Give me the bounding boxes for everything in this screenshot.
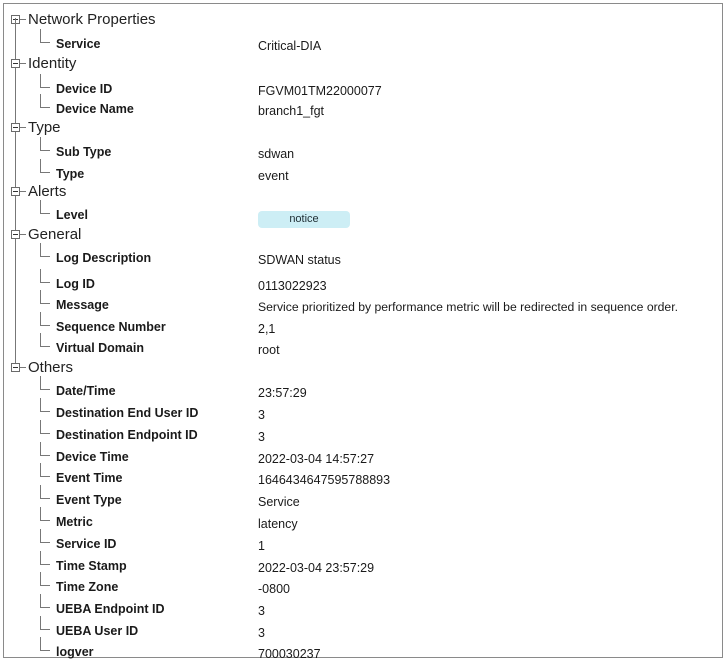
field-label: UEBA User ID xyxy=(56,624,139,638)
tree-connector xyxy=(40,616,50,630)
tree-connector xyxy=(20,127,26,128)
tree-connector xyxy=(40,442,50,456)
section-title: Alerts xyxy=(28,183,67,200)
field-label: Destination End User ID xyxy=(56,406,199,420)
field-row-device-name xyxy=(4,100,722,120)
field-value: SDWAN status xyxy=(258,253,341,267)
field-value: 2,1 xyxy=(258,322,276,336)
field-label: Message xyxy=(56,298,109,312)
field-value: 2022-03-04 14:57:27 xyxy=(258,452,375,466)
field-label: Service xyxy=(56,37,101,51)
tree-connector xyxy=(40,376,50,390)
tree-connector xyxy=(40,269,50,283)
field-row-time-stamp xyxy=(4,557,722,577)
tree-connector xyxy=(20,63,26,64)
field-row-message xyxy=(4,296,722,316)
field-row-date-time xyxy=(4,382,722,402)
tree-connector xyxy=(40,333,50,347)
field-row-ueba-endpoint-id xyxy=(4,600,722,620)
field-value: FGVM01TM22000077 xyxy=(258,84,382,98)
field-value: Critical-DIA xyxy=(258,39,322,53)
tree-connector xyxy=(40,290,50,304)
field-value: 23:57:29 xyxy=(258,386,307,400)
field-value: 3 xyxy=(258,604,265,618)
collapse-toggle-icon[interactable] xyxy=(11,363,20,372)
field-row-log-id xyxy=(4,275,722,295)
field-row-event-type xyxy=(4,491,722,511)
tree-connector xyxy=(40,94,50,108)
field-label: Metric xyxy=(56,515,93,529)
field-value: latency xyxy=(258,517,298,531)
tree-connector xyxy=(40,594,50,608)
field-label: Device Time xyxy=(56,450,129,464)
field-row-metric xyxy=(4,513,722,533)
tree-connector xyxy=(40,507,50,521)
section-header-identity[interactable] xyxy=(4,54,304,74)
tree-connector xyxy=(40,420,50,434)
field-row-destination-endpoint-id xyxy=(4,426,722,446)
collapse-toggle-icon[interactable] xyxy=(11,123,20,132)
section-title: Type xyxy=(28,119,61,136)
field-row-ueba-user-id xyxy=(4,622,722,642)
field-value: 1 xyxy=(258,539,265,553)
field-row-destination-end-user-id xyxy=(4,404,722,424)
collapse-toggle-icon[interactable] xyxy=(11,59,20,68)
field-label: Log ID xyxy=(56,277,95,291)
section-title: Network Properties xyxy=(28,11,156,28)
section-header-network-properties[interactable] xyxy=(4,10,304,30)
collapse-toggle-icon[interactable] xyxy=(11,187,20,196)
field-row-sub-type xyxy=(4,143,722,163)
field-label: Device ID xyxy=(56,82,113,96)
section-title: Identity xyxy=(28,55,77,72)
field-value: 0113022923 xyxy=(258,279,327,293)
tree-connector xyxy=(40,137,50,151)
field-label: Time Stamp xyxy=(56,559,127,573)
field-label: Destination Endpoint ID xyxy=(56,428,198,442)
log-details-panel xyxy=(3,3,723,661)
field-label: Event Type xyxy=(56,493,122,507)
field-value: 2022-03-04 23:57:29 xyxy=(258,561,375,575)
section-title: Others xyxy=(28,359,74,376)
field-row-service-id xyxy=(4,535,722,555)
field-label: Virtual Domain xyxy=(56,341,144,355)
field-row-service xyxy=(4,35,722,55)
field-value: root xyxy=(258,343,280,357)
section-header-others[interactable] xyxy=(4,358,304,378)
tree-connector xyxy=(40,529,50,543)
section-header-general[interactable] xyxy=(4,225,304,245)
level-badge: notice xyxy=(258,211,350,228)
tree-connector xyxy=(40,29,50,43)
field-row-event-time xyxy=(4,469,722,489)
tree-connector xyxy=(40,74,50,88)
field-label: Device Name xyxy=(56,102,134,116)
tree-connector xyxy=(40,551,50,565)
section-header-alerts[interactable] xyxy=(4,182,304,202)
field-value: sdwan xyxy=(258,147,295,161)
tree-connector xyxy=(20,191,26,192)
tree-connector xyxy=(20,19,26,20)
field-label: Sub Type xyxy=(56,145,112,159)
field-row-time-zone xyxy=(4,578,722,598)
collapse-toggle-icon[interactable] xyxy=(11,230,20,239)
field-label: Type xyxy=(56,167,85,181)
field-row-device-id xyxy=(4,80,722,100)
tree-connector xyxy=(40,572,50,586)
field-value: Service prioritized by performance metric will be redirected in sequence order. xyxy=(258,300,678,314)
tree-connector xyxy=(40,312,50,326)
tree-connector xyxy=(20,234,26,235)
field-value: branch1_fgt xyxy=(258,104,325,118)
section-title: General xyxy=(28,226,82,243)
tree-connector xyxy=(20,367,26,368)
field-value: 3 xyxy=(258,430,265,444)
field-label: Sequence Number xyxy=(56,320,166,334)
tree-connector xyxy=(40,398,50,412)
log-details-tree xyxy=(4,4,722,661)
tree-connector xyxy=(40,200,50,214)
field-value: -0800 xyxy=(258,582,290,596)
tree-connector xyxy=(40,243,50,257)
field-label: Date/Time xyxy=(56,384,116,398)
field-label: Service ID xyxy=(56,537,117,551)
field-value: 700030237 xyxy=(258,647,321,661)
tree-connector xyxy=(40,463,50,477)
field-label: Level xyxy=(56,208,88,222)
field-label: logver xyxy=(56,645,94,659)
field-row-device-time xyxy=(4,448,722,468)
field-value: 3 xyxy=(258,626,265,640)
field-label: UEBA Endpoint ID xyxy=(56,602,165,616)
field-value: Service xyxy=(258,495,300,509)
tree-connector xyxy=(40,485,50,499)
field-value: event xyxy=(258,169,289,183)
field-value: 1646434647595788893 xyxy=(258,473,391,487)
field-label: Log Description xyxy=(56,251,152,265)
field-row-level xyxy=(4,206,722,226)
section-header-type[interactable] xyxy=(4,118,304,138)
field-value: 3 xyxy=(258,408,265,422)
tree-connector xyxy=(40,159,50,173)
field-label: Time Zone xyxy=(56,580,119,594)
field-row-logver xyxy=(4,643,722,663)
field-label: Event Time xyxy=(56,471,123,485)
tree-connector xyxy=(40,637,50,651)
field-row-log-description xyxy=(4,249,722,269)
field-row-sequence-number xyxy=(4,318,722,338)
field-row-virtual-domain xyxy=(4,339,722,359)
